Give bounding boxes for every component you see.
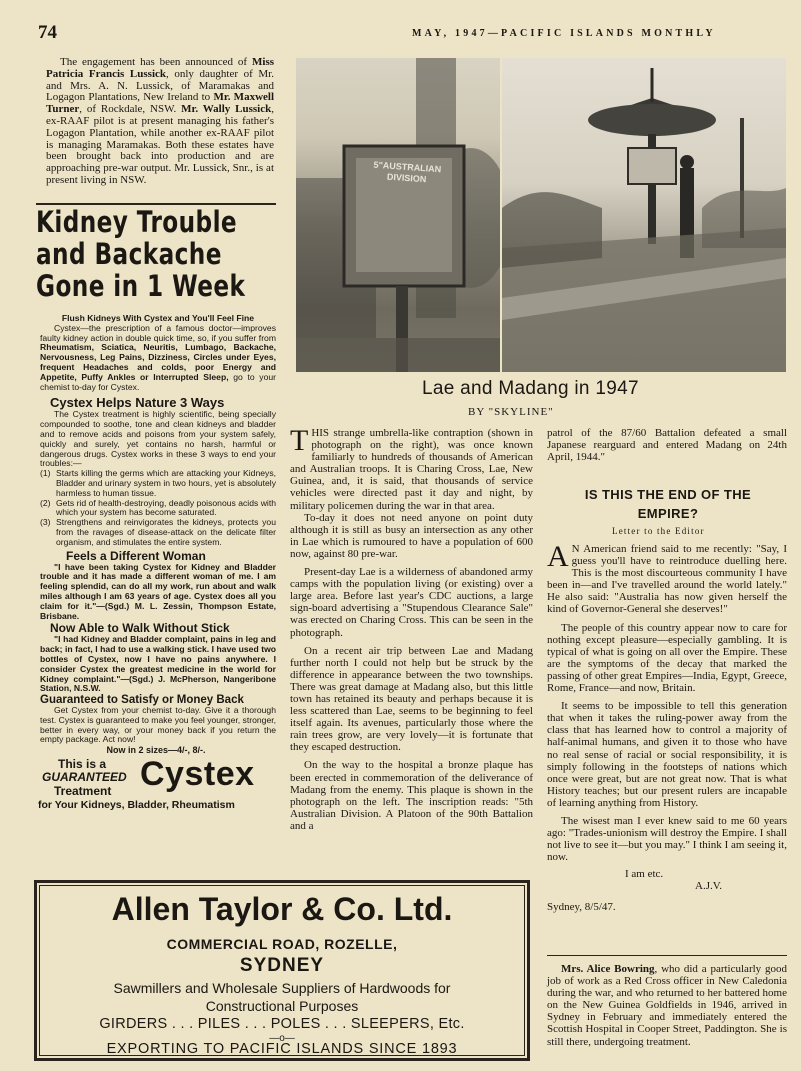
- allen-taylor-line-1: Sawmillers and Wholesale Suppliers of Hardwoods for: [113, 980, 451, 996]
- allen-taylor-ornament: —o—: [269, 1033, 295, 1044]
- plaque-photo-drawing: [296, 58, 500, 372]
- bowring-item: Mrs. Alice Bowring, who did a particularly good job of work as a Red Cross officer in New Caledonia during the war, and who returned to her battered home on the New Guinea Goldfields in 1946, arrived in Sydney in February and immediately entered the Scottish Hospital in Cooper Street, Paddington. She is still there, undergoing treatment.: [547, 963, 787, 1048]
- letter-p3: It seems to be impossible to tell this generation that when it takes the ruling-power away from the class that has learned how to control a majority of half-animal humans, and given it to those who have no real sense of racial or social responsibility, it is simply following in the footsteps of nations which once were great, but are not great now. That is what History teaches; but our present rulers are incapable of learning anything from History.: [547, 700, 787, 809]
- testimonial-1: "I have been taking Cystex for Kidney and Bladder trouble and it has made a different woman of me. I am feeling splendid, can do all my work, run about and walk miles although I am 63 years of age. Cystex does all you claim for it."—(Sgd.) M. L. Zessin, Thompson Estate, Brisbane.: [40, 561, 276, 621]
- article-p1: HIS strange umbrella-like contraption (shown in photograph on the right), was once known familiarly to hundreds of thousands of American and Australian troops. It is Charing Cross, Lae, New Guinea, and, it is said, that thousands of service vehicles were directed past it day and night, by military policemen during the war in that area.: [290, 427, 533, 512]
- article-p6: patrol of the 87/60 Battalion defeated a small Japanese rearguard and entered Madang on 24th April, 1944.": [547, 427, 787, 464]
- headline-line-1: Kidney Trouble: [36, 205, 238, 239]
- photo-charing-cross-lae: [502, 58, 786, 372]
- letter-bottom-rule: [547, 955, 787, 956]
- letter-body: [547, 540, 787, 913]
- allen-taylor-name: Allen Taylor & Co. Ltd.: [111, 891, 453, 927]
- umbrella-photo-drawing: [502, 58, 786, 372]
- article-p4: On a recent air trip between Lae and Madang further north I could not help but be struck by the difference in appearance between the two townships. There was great damage at Madang also, but this little town has retained its beauty and perhaps because it is less scattered than Lae, seems to be beginning to feel itself again. Its avenues, particularly those where the rain trees grow, are very lovely—it is fortunate that they escaped destruction.: [290, 644, 533, 754]
- sub-heading-guarantee: Guaranteed to Satisfy or Money Back: [40, 694, 244, 707]
- headline-line-3: Gone in 1 Week: [36, 269, 246, 303]
- photo-madang-plaque: [296, 58, 500, 372]
- cystex-signoff: [36, 757, 276, 813]
- cystex-brand-logo: Cystex: [140, 755, 255, 794]
- lead-heading: Flush Kidneys With Cystex and You'll Feel Fine: [61, 313, 255, 323]
- cystex-lead: Flush Kidneys With Cystex and You'll Feel Fine Cystex—the prescription of a famous doctor—improves faulty kidney action in double quick time, so, if you suffer from Rheumatism, Sciatica, Neuritis, Lumbago, Backache, Nervousness, Leg Pains, Dizziness, Circles under Eyes, frequent Headaches and colds, poor Energy and Appetite, Puffy Ankles or Interrupted Sleep, go to your chemist to-day for Cystex.: [40, 313, 276, 392]
- guaranteed-word: GUARANTEED: [42, 770, 127, 785]
- article-drop-cap: T: [290, 424, 309, 457]
- allen-taylor-line-2: Constructional Purposes: [205, 998, 359, 1014]
- cystex-footer: for Your Kidneys, Bladder, Rheumatism: [38, 799, 235, 812]
- article-p5: On the way to the hospital a bronze plaque has been erected in commemoration of the deliverance of Madang from the enemy. This plaque is shown in the photograph on the left. The inscription reads: "5th Australian Division. A Platoon of the 90th Battalion and a: [290, 759, 533, 832]
- running-title: MAY, 1947—PACIFIC ISLANDS MONTHLY: [412, 28, 716, 39]
- letter-subtitle: Letter to the Editor: [612, 526, 705, 536]
- letter-place-date: Sydney, 8/5/47.: [547, 900, 616, 913]
- letter-p1: N American friend said to me recently: "Say, I guess you'll have to reintroduce duelling here. This is the most discourteous community I have been in—and I've travelled around the world lately." He also said: "Australia has now given herself the kind of Governor-General she deserves!": [547, 543, 787, 616]
- plaque-inscription: 5"AUSTRALIAN DIVISION: [373, 159, 442, 185]
- letter-p4: The wisest man I ever knew said to me 60 years ago: "Trades-unionism will destroy the Empire. I shall not live to see it—but you may." I think I am seeing it, now.: [547, 814, 787, 864]
- sizes-line: Now in 2 sizes—4/-, 8/-.: [106, 745, 206, 756]
- allen-taylor-export: EXPORTING TO PACIFIC ISLANDS SINCE 1893: [106, 1041, 458, 1057]
- engagement-notice: The engagement has been announced of Miss Patricia Francis Lussick, only daughter of Mr. and Mrs. A. N. Lussick, of Maramakas and Logagon Plantations, New Ireland to Mr. Maxwell Turner, of Rockdale, NSW. Mr. Wally Lussick, ex-RAAF pilot is at present managing his father's Logagon Plantation, while another ex-RAAF pilot is managing Maramakas. Both these estates have been brought back into production and are approaching pre-war output. Mr. Lussick, Snr., is at present living in NSW.: [46, 56, 275, 186]
- article-title: Lae and Madang in 1947: [422, 378, 639, 399]
- testimonial-2: "I had Kidney and Bladder complaint, pains in leg and back; in fact, I had to use a walking stick. I have used two bottles of Cystex, now I have no pains anywhere. I consider Cystex the greatest medicine in the world for Kidney complaint."—(Sgd.) J. McPherson, Nangeribone Station, N.S.W.: [40, 634, 276, 694]
- way-2: (2) Gets rid of health-destroying, deadly poisonous acids with which your system has become saturated.: [40, 497, 276, 518]
- allen-taylor-ad: [34, 880, 530, 1061]
- page-number: 74: [38, 22, 57, 43]
- this-is-a: This is a: [58, 757, 107, 772]
- allen-taylor-city: SYDNEY: [239, 955, 325, 976]
- article-p2: To-day it does not need anyone on point duty although it is still as busy an intersection as any other in Lae which is rumoured to have a population of 600 now, against 80 pre-war.: [290, 511, 533, 560]
- sub-heading-walk: Now Able to Walk Without Stick: [50, 621, 230, 636]
- article-column-2: [547, 427, 787, 463]
- three-ways-intro: The Cystex treatment is highly scientific, being specially compounded to soothe, tone and clean kidneys and bladder and to remove acids and poisons from your system safely, quickly and surely, yet contains no harsh, harmful or dangerous drugs. Cystex works in these 3 ways to end your troubles:—: [40, 409, 276, 469]
- allen-taylor-products: GIRDERS . . . PILES . . . POLES . . . SLEEPERS, Etc.: [99, 1016, 465, 1032]
- letter-p2: The people of this country appear now to care for nothing except pleasure—especially gambling. It is typical of what is going on all over the Empire. These are the symptoms of the decay that marked the passing of other great Empires—India, Egypt, Greece, Rome, France—and now, Britain.: [547, 621, 787, 695]
- way-3: (3) Strengthens and reinvigorates the kidneys, protects you from the ravages of disease-attack on the delicate filter organism, and stimulates the entire system.: [40, 517, 276, 547]
- letter-title: IS THIS THE END OF THE EMPIRE?: [584, 487, 752, 521]
- cystex-headline: [36, 206, 276, 302]
- letter-initials: A.J.V.: [695, 880, 723, 893]
- treatment-word: Treatment: [54, 784, 112, 799]
- letter-drop-cap: A: [547, 540, 569, 573]
- sub-heading-3-ways: Cystex Helps Nature 3 Ways: [50, 395, 225, 411]
- article-column-1: [290, 424, 533, 832]
- cystex-ad: [36, 206, 276, 866]
- article-p3: Present-day Lae is a wilderness of abandoned army camps with the population living (or existing) over a large area. Before last year's CDC auctions, a large sign-board advertising a "Stupendous Clearance Sale" was erected on Charing Cross. This can be seen in the photograph.: [290, 566, 533, 639]
- allen-taylor-address: COMMERCIAL ROAD, ROZELLE,: [166, 936, 398, 952]
- guarantee-text: Get Cystex from your chemist to-day. Give it a thorough test. Cystex is guaranteed to make you feel younger, stronger, better in every way, or your money back if you return the empty package. Act now!: [40, 705, 276, 745]
- letter-closing: I am etc.: [625, 868, 664, 881]
- article-byline: BY "SKYLINE": [468, 406, 554, 418]
- sub-heading-different-woman: Feels a Different Woman: [66, 548, 206, 563]
- way-1: (1) Starts killing the germs which are attacking your Kidneys, Bladder and urinary system in two hours, yet is absolutely harmless to human tissue.: [40, 468, 276, 498]
- headline-line-2: and Backache: [36, 237, 222, 271]
